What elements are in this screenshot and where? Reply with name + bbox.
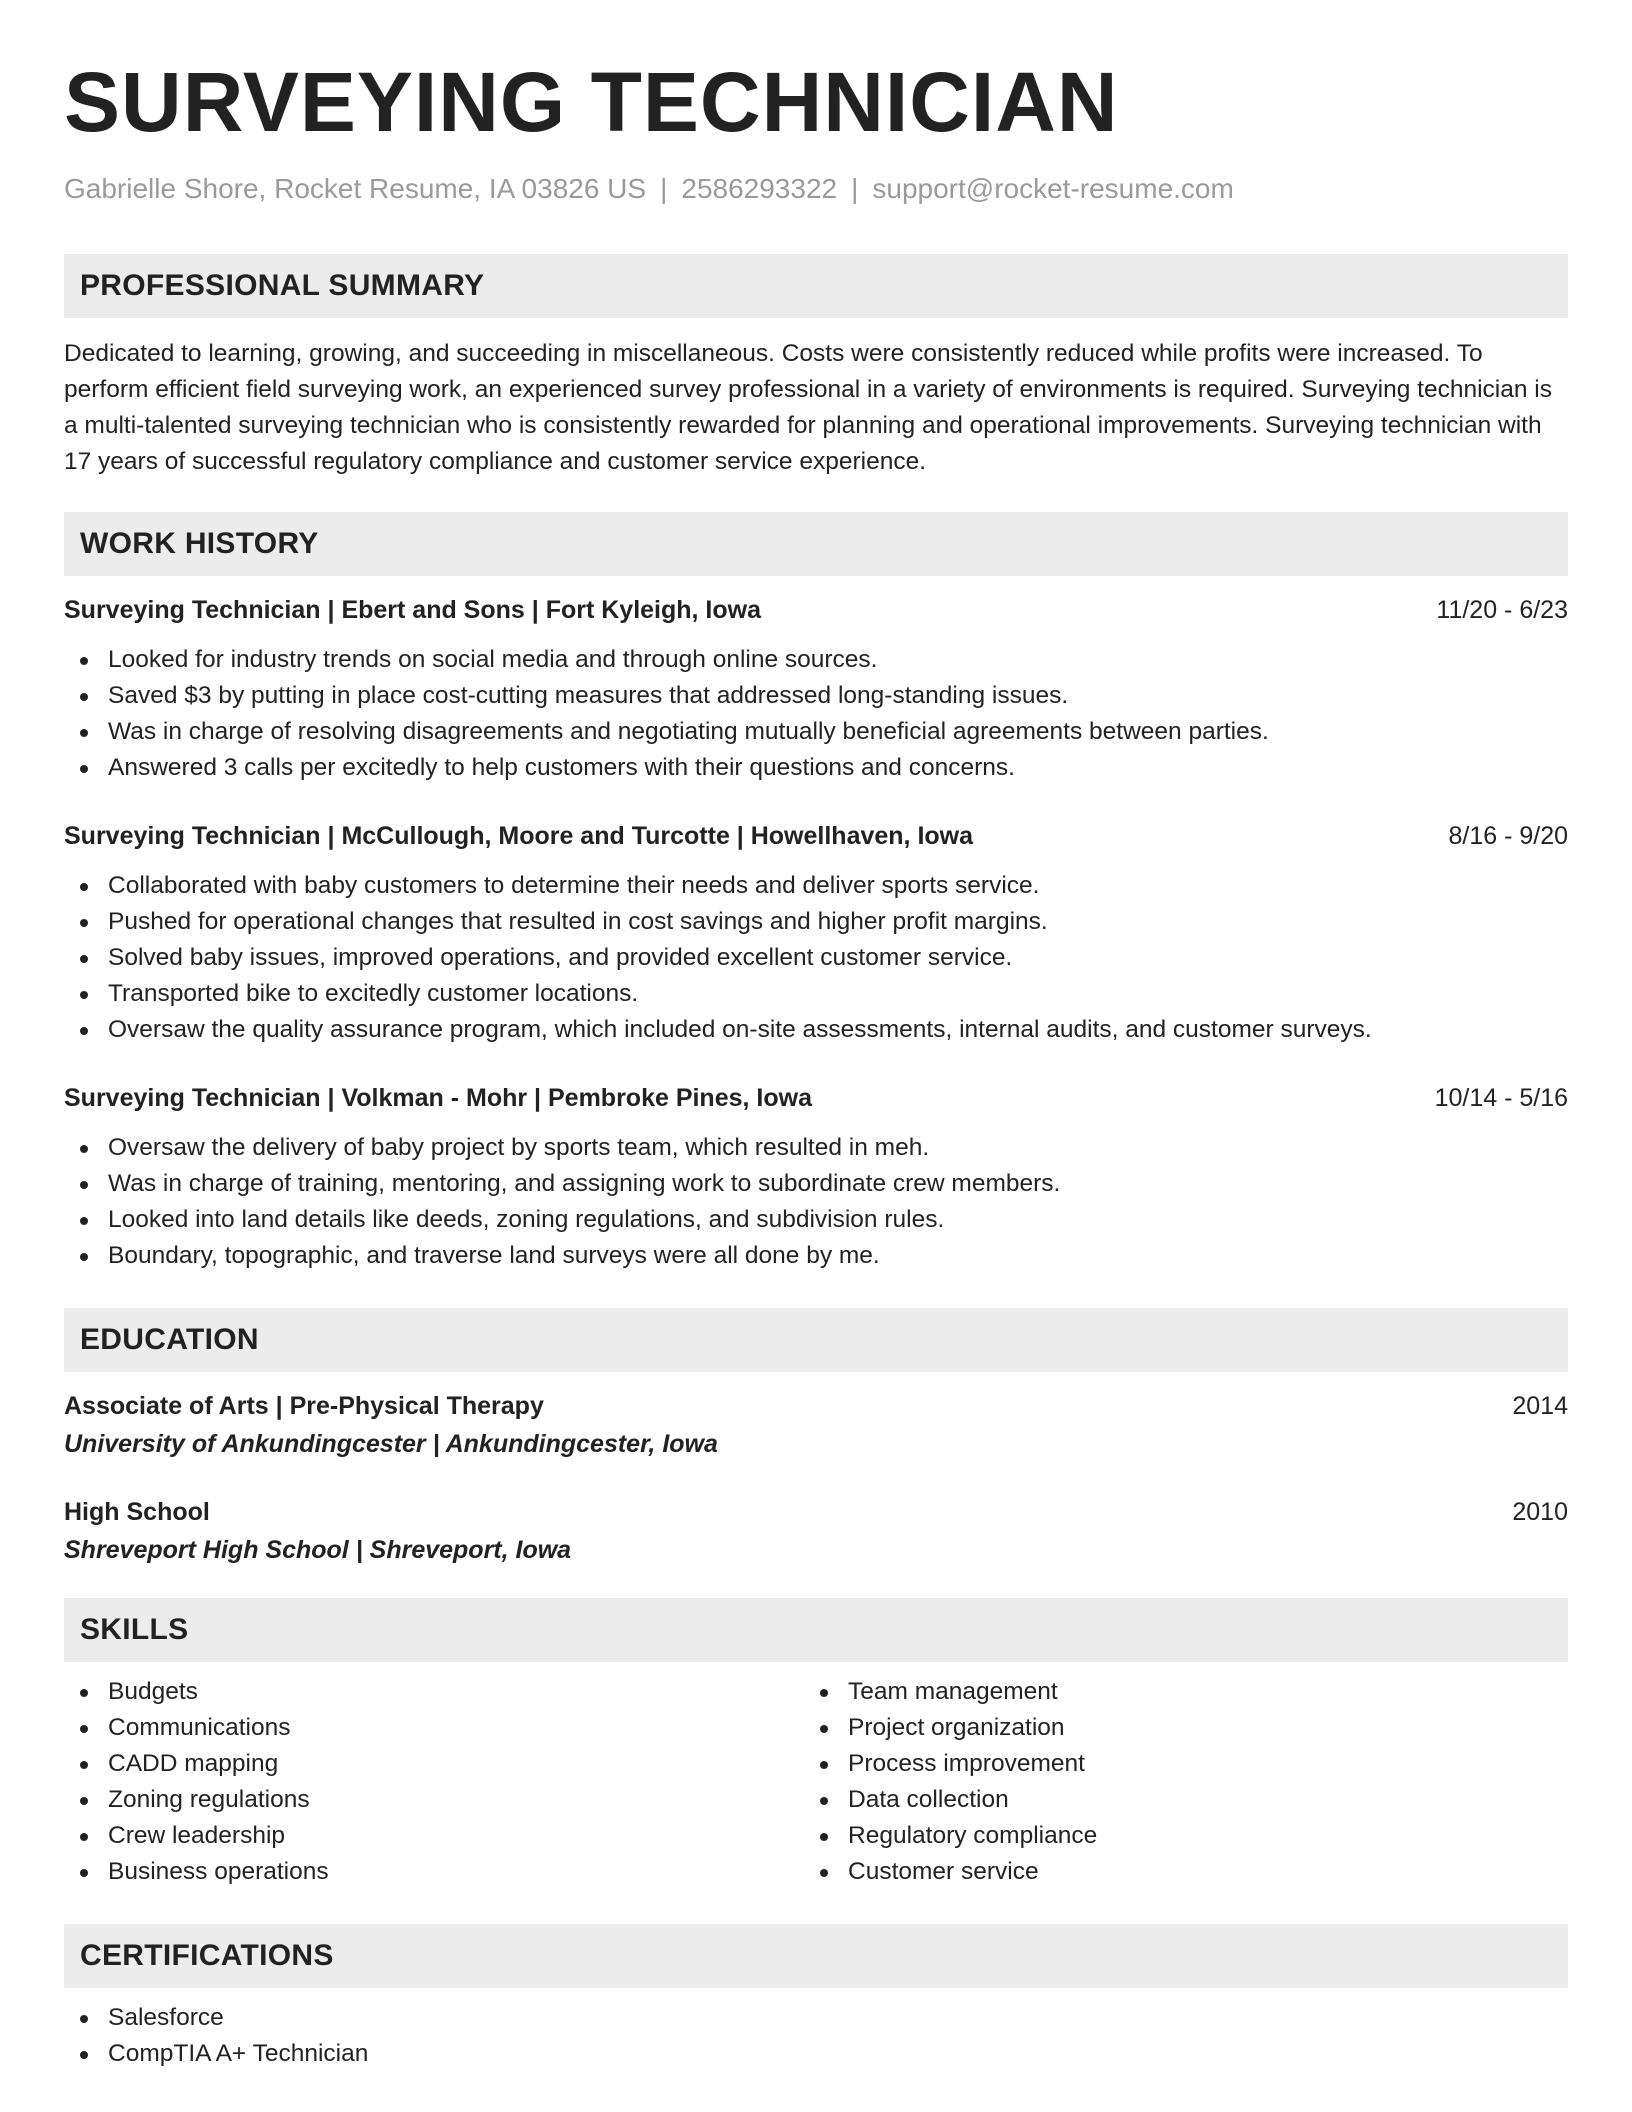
contact-separator: |: [851, 173, 859, 205]
list-item: Customer service: [804, 1854, 1544, 1890]
summary-heading: PROFESSIONAL SUMMARY: [64, 254, 1568, 318]
list-item: Process improvement: [804, 1746, 1544, 1782]
list-item: CompTIA A+ Technician: [64, 2036, 1568, 2072]
list-item: Solved baby issues, improved operations, and provided excellent customer service.: [64, 940, 1568, 976]
education-degree: Associate of Arts | Pre-Physical Therapy: [64, 1391, 544, 1420]
skills-columns: [64, 1662, 1568, 1890]
job-title: Surveying Technician | McCullough, Moore and Turcotte | Howellhaven, Iowa: [64, 821, 974, 850]
contact-phone: 2586293322: [681, 173, 838, 205]
list-item: Was in charge of training, mentoring, and assigning work to subordinate crew members.: [64, 1166, 1568, 1202]
list-item: Collaborated with baby customers to determine their needs and deliver sports service.: [64, 868, 1568, 904]
list-item: Project organization: [804, 1710, 1544, 1746]
education-school: University of Ankundingcester | Ankundingcester, Iowa: [64, 1429, 718, 1458]
list-item: Communications: [64, 1710, 804, 1746]
work-history-heading: WORK HISTORY: [64, 512, 1568, 576]
list-item: Data collection: [804, 1782, 1544, 1818]
skills-heading: SKILLS: [64, 1598, 1568, 1662]
list-item: Was in charge of resolving disagreements and negotiating mutually beneficial agreements between parties.: [64, 714, 1568, 750]
job-duties: [64, 1130, 1568, 1274]
list-item: Zoning regulations: [64, 1782, 804, 1818]
education-entry: [64, 1494, 1568, 1570]
job-header: [64, 592, 1568, 628]
list-item: Business operations: [64, 1854, 804, 1890]
job-title: Surveying Technician | Ebert and Sons | Fort Kyleigh, Iowa: [64, 595, 761, 624]
skills-list-right: [804, 1674, 1544, 1890]
list-item: Pushed for operational changes that resulted in cost savings and higher profit margins.: [64, 904, 1568, 940]
job-dates: 10/14 - 5/16: [1434, 1083, 1568, 1112]
list-item: Salesforce: [64, 2000, 1568, 2036]
job-entry: [64, 818, 1568, 1048]
education-heading: EDUCATION: [64, 1308, 1568, 1372]
job-title: Surveying Technician | Volkman - Mohr | Pembroke Pines, Iowa: [64, 1083, 812, 1112]
education-degree: High School: [64, 1497, 210, 1526]
list-item: Saved $3 by putting in place cost-cutting measures that addressed long-standing issues.: [64, 678, 1568, 714]
job-header: [64, 818, 1568, 854]
skills-list-left: [64, 1674, 804, 1890]
list-item: Looked into land details like deeds, zoning regulations, and subdivision rules.: [64, 1202, 1568, 1238]
job-dates: 11/20 - 6/23: [1436, 595, 1568, 624]
job-duties: [64, 642, 1568, 786]
certifications-heading: CERTIFICATIONS: [64, 1924, 1568, 1988]
list-item: Transported bike to excitedly customer locations.: [64, 976, 1568, 1012]
job-entry: [64, 1080, 1568, 1274]
education-header: [64, 1388, 1568, 1424]
list-item: Budgets: [64, 1674, 804, 1710]
education-header: [64, 1494, 1568, 1530]
contact-line: [64, 172, 1568, 206]
list-item: Regulatory compliance: [804, 1818, 1544, 1854]
job-header: [64, 1080, 1568, 1116]
list-item: Boundary, topographic, and traverse land surveys were all done by me.: [64, 1238, 1568, 1274]
education-year: 2010: [1512, 1497, 1568, 1526]
education-school: Shreveport High School | Shreveport, Iowa: [64, 1535, 572, 1564]
job-entry: [64, 592, 1568, 786]
job-duties: [64, 868, 1568, 1048]
list-item: Crew leadership: [64, 1818, 804, 1854]
education-entry: [64, 1388, 1568, 1464]
contact-separator: |: [660, 173, 668, 205]
education-year: 2014: [1512, 1391, 1568, 1420]
list-item: Team management: [804, 1674, 1544, 1710]
contact-email[interactable]: support@rocket-resume.com: [872, 173, 1234, 205]
list-item: Oversaw the quality assurance program, which included on-site assessments, internal audits, and customer surveys.: [64, 1012, 1568, 1048]
list-item: Looked for industry trends on social media and through online sources.: [64, 642, 1568, 678]
list-item: Answered 3 calls per excitedly to help customers with their questions and concerns.: [64, 750, 1568, 786]
list-item: Oversaw the delivery of baby project by sports team, which resulted in meh.: [64, 1130, 1568, 1166]
job-dates: 8/16 - 9/20: [1448, 821, 1568, 850]
contact-address: Gabrielle Shore, Rocket Resume, IA 03826 US: [64, 173, 647, 205]
certifications-list: [64, 2000, 1568, 2072]
resume-title: SURVEYING TECHNICIAN: [64, 55, 1119, 149]
summary-text: Dedicated to learning, growing, and succeeding in miscellaneous. Costs were consistently reduced while profits were increased. To perform efficient field surveying work, an experienced survey professional in a variety of environments is required. Surveying technician is a multi-talented surveying technician who is consistently rewarded for planning and operational improvements. Surveying technician with 17 years of successful regulatory compliance and customer service experience.: [64, 339, 1552, 475]
list-item: CADD mapping: [64, 1746, 804, 1782]
